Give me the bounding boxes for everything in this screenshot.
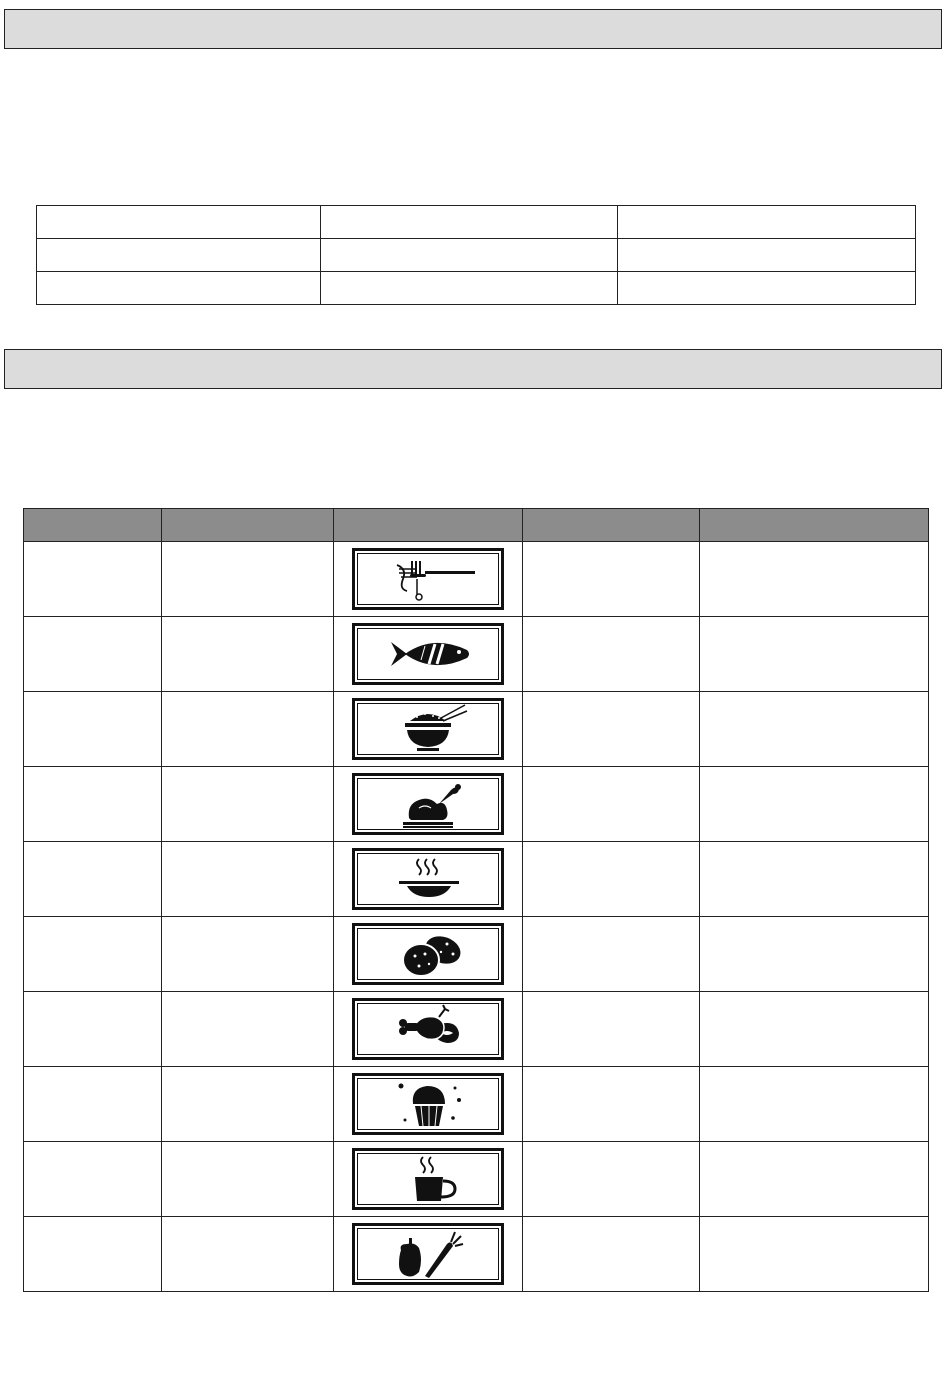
table-cell <box>523 1142 700 1217</box>
table-row <box>24 842 929 917</box>
table-cell <box>523 842 700 917</box>
table-cell <box>523 992 700 1067</box>
table-cell <box>700 1217 929 1292</box>
table-cell <box>24 767 162 842</box>
table-row <box>24 542 929 617</box>
table-cell <box>162 992 334 1067</box>
table-cell <box>700 842 929 917</box>
table-header-row <box>24 509 929 542</box>
table-cell <box>618 272 916 305</box>
column-header <box>334 509 523 542</box>
rice-bowl-icon <box>355 701 501 757</box>
table-cell <box>523 542 700 617</box>
table-cell <box>24 1217 162 1292</box>
table-row <box>24 992 929 1067</box>
muffin-icon <box>355 1076 501 1132</box>
table-cell <box>24 617 162 692</box>
table-row <box>24 917 929 992</box>
lcd-display <box>352 548 504 610</box>
meat-ham-steak-icon <box>355 1001 501 1057</box>
table-cell <box>24 542 162 617</box>
table-row <box>37 272 916 305</box>
table-cell <box>321 206 618 239</box>
table-cell <box>700 542 929 617</box>
table-cell <box>700 917 929 992</box>
table-cell <box>700 617 929 692</box>
potatoes-icon <box>355 926 501 982</box>
table-cell <box>24 1067 162 1142</box>
column-header <box>523 509 700 542</box>
table-cell <box>700 992 929 1067</box>
icon-cell <box>334 767 523 842</box>
table-row <box>24 1142 929 1217</box>
icon-cell <box>334 1142 523 1217</box>
table-row <box>37 206 916 239</box>
icon-cell <box>334 1067 523 1142</box>
column-header <box>24 509 162 542</box>
table-cell <box>618 239 916 272</box>
table-cell <box>162 1217 334 1292</box>
table-cell <box>523 692 700 767</box>
icon-cell <box>334 842 523 917</box>
table-cell <box>700 692 929 767</box>
icon-cell <box>334 1217 523 1292</box>
lcd-display <box>352 698 504 760</box>
table-cell <box>523 917 700 992</box>
table-cell <box>24 842 162 917</box>
table-cell <box>321 239 618 272</box>
lcd-display <box>352 623 504 685</box>
icon-cell <box>334 542 523 617</box>
lcd-display <box>352 773 504 835</box>
table-cell <box>162 542 334 617</box>
vegetables-pepper-carrot-icon <box>355 1226 501 1282</box>
table-row <box>24 1217 929 1292</box>
table-cell <box>162 917 334 992</box>
table-cell <box>37 239 321 272</box>
section-header-1 <box>4 9 942 49</box>
roast-chicken-icon <box>355 776 501 832</box>
table-cell <box>523 1067 700 1142</box>
table-cell <box>24 992 162 1067</box>
table-cell <box>24 692 162 767</box>
table-row <box>24 1067 929 1142</box>
table-cell <box>523 767 700 842</box>
table-cell <box>700 1142 929 1217</box>
lcd-display <box>352 848 504 910</box>
icon-cell <box>334 917 523 992</box>
hot-drink-cup-icon <box>355 1151 501 1207</box>
table-cell <box>162 617 334 692</box>
table-cell <box>700 767 929 842</box>
lcd-display <box>352 1073 504 1135</box>
table-row <box>37 239 916 272</box>
table-cell <box>37 272 321 305</box>
table-cell <box>162 1067 334 1142</box>
soup-bowl-icon <box>355 851 501 907</box>
table-row <box>24 767 929 842</box>
lcd-display <box>352 1148 504 1210</box>
lcd-display <box>352 1223 504 1285</box>
table-cell <box>523 617 700 692</box>
small-table <box>36 205 916 305</box>
lcd-display <box>352 923 504 985</box>
table-cell <box>618 206 916 239</box>
table-cell <box>24 1142 162 1217</box>
table-cell <box>24 917 162 992</box>
food-menu-table <box>23 508 929 1292</box>
fish-icon <box>355 626 501 682</box>
table-cell <box>162 767 334 842</box>
icon-cell <box>334 692 523 767</box>
column-header <box>700 509 929 542</box>
lcd-display <box>352 998 504 1060</box>
table-cell <box>162 842 334 917</box>
spaghetti-fork-icon <box>355 551 501 607</box>
table-cell <box>523 1217 700 1292</box>
icon-cell <box>334 992 523 1067</box>
table-cell <box>162 1142 334 1217</box>
section-header-2 <box>4 349 942 389</box>
table-row <box>24 692 929 767</box>
table-cell <box>162 692 334 767</box>
column-header <box>162 509 334 542</box>
icon-cell <box>334 617 523 692</box>
table-cell <box>700 1067 929 1142</box>
table-cell <box>37 206 321 239</box>
table-row <box>24 617 929 692</box>
table-cell <box>321 272 618 305</box>
